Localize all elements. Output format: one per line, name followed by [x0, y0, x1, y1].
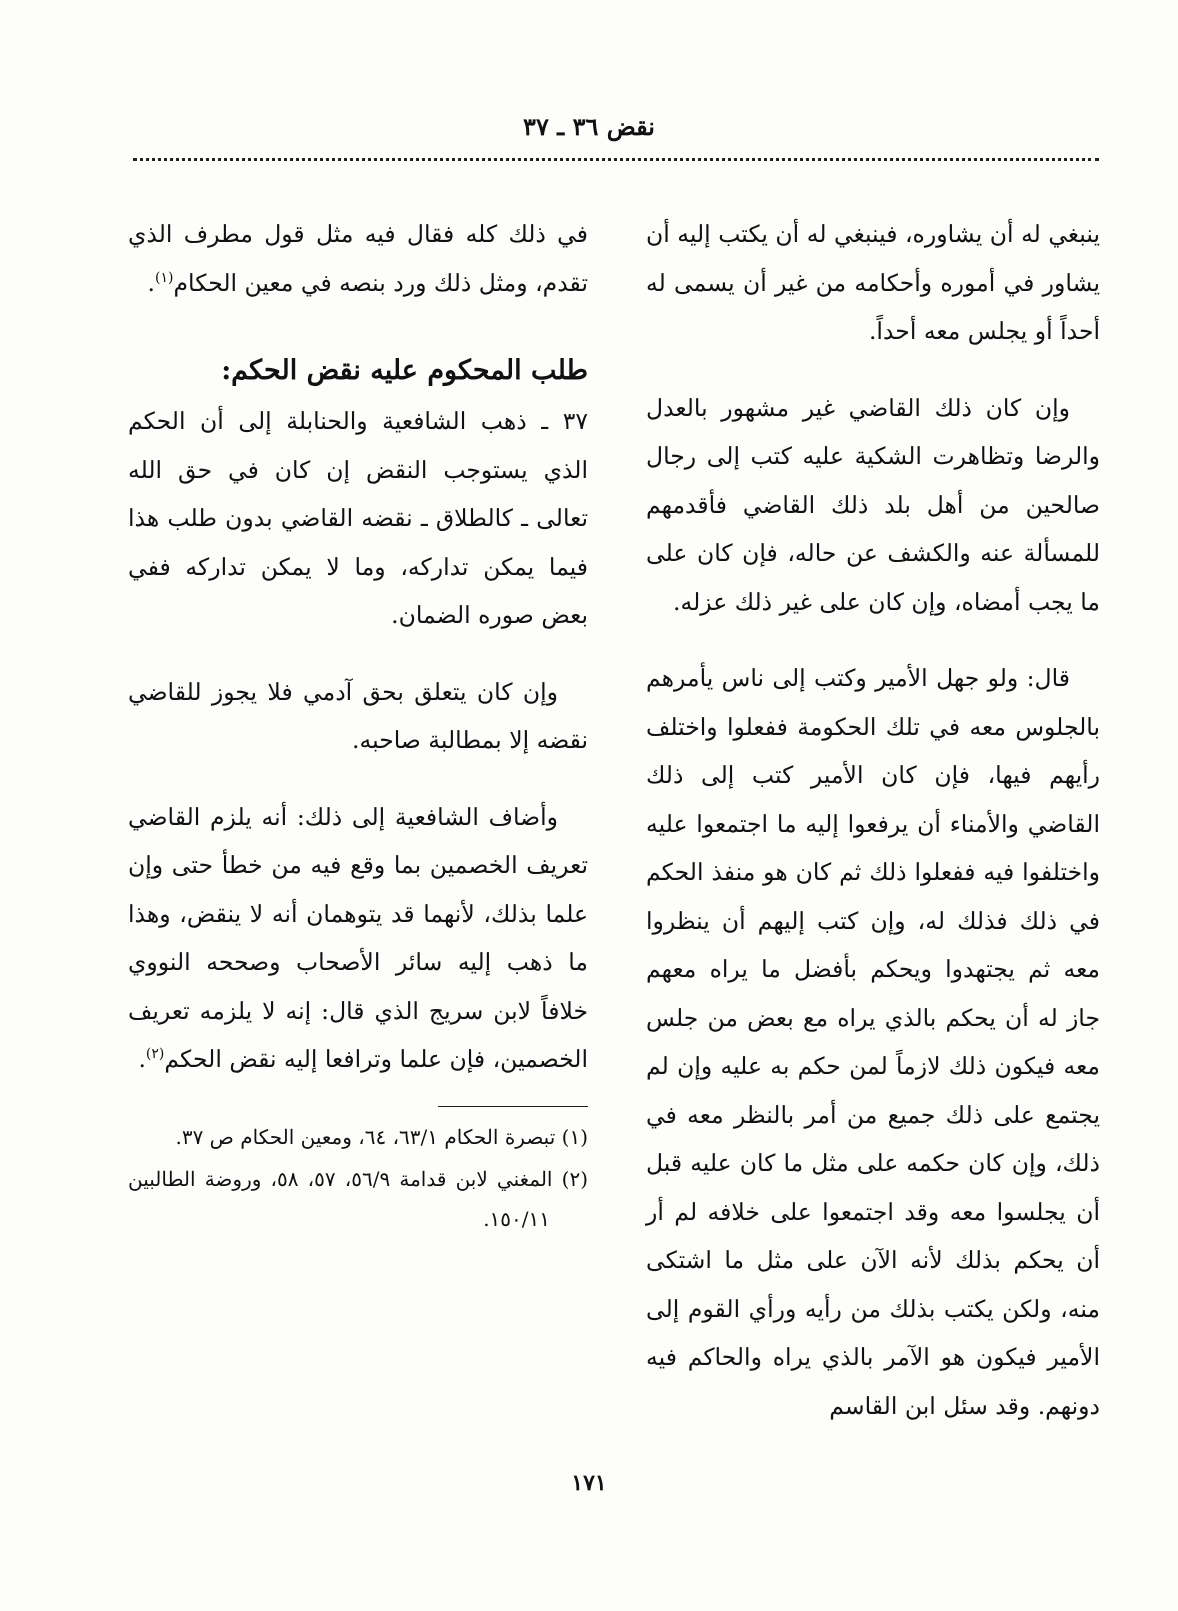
paragraph: وإن كان ذلك القاضي غير مشهور بالعدل والرضا وتظاهرت الشكية عليه كتب إلى رجال صالحين من أهل بلد ذلك القاضي فأقدمهم للمسألة عنه والكشف عن حاله، فإن كان على ما يجب أمضاه، وإن كان على غير ذلك عزله. — [646, 393, 1100, 616]
left-column — [128, 210, 588, 1239]
paragraph — [128, 210, 588, 307]
paragraph-end: . — [147, 268, 156, 297]
running-header: نقض ٣٦ ـ ٣٧ — [523, 112, 655, 141]
paragraph: وإن كان يتعلق بحق آدمي فلا يجوز للقاضي نقضه إلا بمطالبة صاحبه. — [128, 677, 588, 754]
footnote: (٢) المغني لابن قدامة ٥٦/٩، ٥٧، ٥٨، وروضة الطالبين ١٥٠/١١. — [128, 1166, 589, 1231]
footnote-ref: (١) — [155, 269, 174, 286]
header-dotted-rule — [133, 158, 1099, 161]
footnote-ref: (٢) — [145, 1046, 165, 1063]
paragraph: ٣٧ ـ ذهب الشافعية والحنابلة إلى أن الحكم الذي يستوجب النقض إن كان في حق الله تعالى ـ كالطلاق ـ نقضه القاضي بدون طلب هذا فيما يمكن تداركه، وما لا يمكن تداركه ففي بعض صوره الضمان. — [128, 407, 588, 629]
paragraph: ينبغي له أن يشاوره، فينبغي له أن يكتب إليه أن يشاور في أموره وأحكامه من غير أن يسمى له أحداً أو يجلس معه أحداً. — [646, 220, 1100, 345]
footnote-rule — [438, 1106, 588, 1107]
page-number: ١٧١ — [571, 1470, 607, 1496]
paragraph-end: . — [138, 1045, 146, 1073]
paragraph — [128, 793, 588, 1084]
section-heading: طلب المحكوم عليه نقض الحكم: — [221, 355, 588, 386]
paragraph: قال: ولو جهل الأمير وكتب إلى ناس يأمرهم بالجلوس معه في تلك الحكومة ففعلوا واختلف رأيهم فيها، فإن كان الأمير كتب إلى ذلك القاضي والأمناء أن يرفعوا إليه ما اجتمعوا عليه واختلفوا فيه ففعلوا ذلك ثم كان هو منفذ الحكم في ذلك فذلك له، وإن كتب إليهم أن ينظروا معه ثم يجتهدوا ويحكم بأفضل ما يراه معهم جاز له أن يحكم بالذي يراه مع بعض من جلس معه فيكون ذلك لازماً لمن حكم به عليه وإن لم يجتمع على ذلك جميع من أمر بالنظر معه في ذلك، وإن كان حكمه على مثل ما كان عليه قبل أن يجلسوا معه وقد اجتمعوا على خلافه لم أر أن يحكم بذلك لأنه الآن على مثل ما اشتكى منه، ولكن يكتب بذلك من رأيه ورأي القوم إلى الأمير فيكون هو الآمر بالذي يراه والحاكم فيه دونهم. وقد سئل ابن القاسم — [646, 664, 1100, 1420]
paragraph-text: وأضاف الشافعية إلى ذلك: أنه يلزم القاضي تعريف الخصمين بما وقع فيه من خطأ حتى وإن علما بذلك، لأنهما قد يتوهمان أنه لا ينقض، وهذا ما ذهب إليه سائر الأصحاب وصححه النووي خلافاً لابن سريج الذي قال: إنه لا يلزمه تعريف الخصمين، فإن علما وترافعا إليه نقض الحكم — [128, 802, 588, 1073]
right-column — [646, 210, 1100, 1430]
paragraph-text: في ذلك كله فقال فيه مثل قول مطرف الذي تقدم، ومثل ذلك ورد بنصه في معين الحكام — [128, 220, 588, 297]
footnote: (١) تبصرة الحكام ٦٣/١، ٦٤، ومعين الحكام ص ٣٧. — [175, 1124, 588, 1149]
